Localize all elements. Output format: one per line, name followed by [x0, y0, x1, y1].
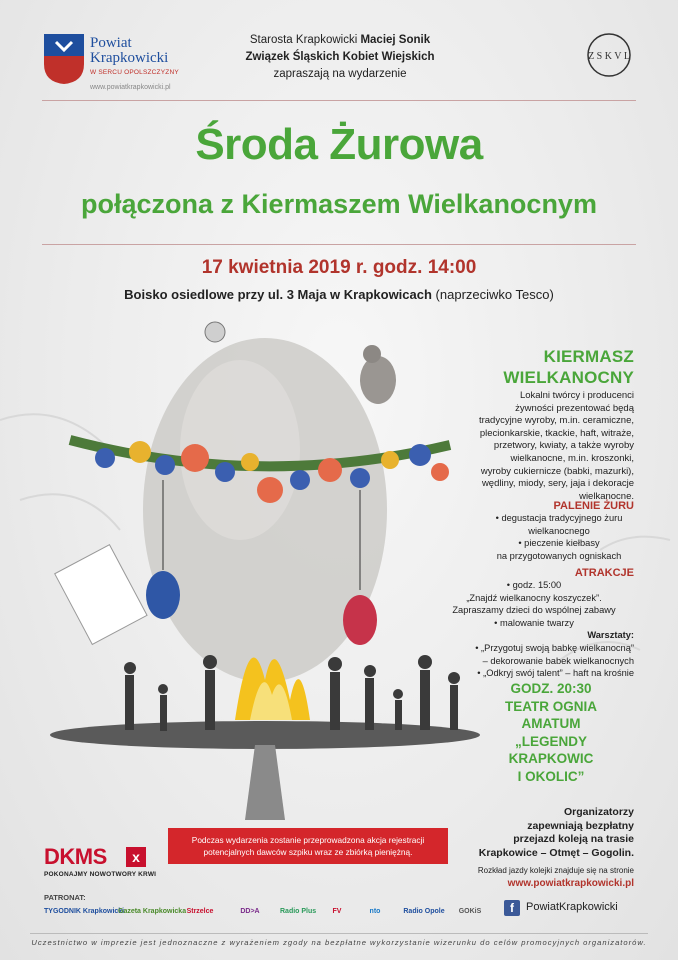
event-title: Środa Żurowa: [195, 120, 483, 169]
chick-icon: [205, 322, 225, 342]
palenie-line-0: • degustacja tradycyjnego żuru: [495, 513, 623, 523]
organizers-line-3: Krapkowice – Otmęt – Gogolin.: [478, 846, 634, 859]
teatr-line-0: TEATR OGNIA: [505, 698, 597, 714]
place-address: Boisko osiedlowe przy ul. 3 Maja w Krapkowicach: [124, 287, 432, 302]
sponsor-logos: [44, 902, 482, 924]
kiermasz-line-5: wielkanocne, m.in. kroszonki,: [510, 452, 634, 464]
atrakcje-line-3: • malowanie twarzy: [494, 617, 574, 628]
warsztaty-line-0: • „Przygotuj swoją babkę wielkanocną”: [475, 642, 634, 653]
invite-name: Maciej Sonik: [360, 34, 431, 46]
teatr-line-4: I OKOLIC”: [517, 768, 585, 784]
kiermasz-line-8: wielkanocne.: [579, 490, 634, 502]
facebook-icon: f: [504, 900, 520, 916]
sponsor-logo-2: Strzelce: [186, 908, 214, 915]
organizers-url-link[interactable]: www.powiatkrapkowicki.pl: [507, 878, 634, 889]
zskw-seal-icon: [586, 32, 632, 78]
palenie-line-2: • pieczenie kiełbasy: [518, 538, 600, 549]
invitation-text: [230, 32, 450, 83]
invite-line-1: [230, 32, 450, 49]
kiermasz-line-4: przetwory, kwiaty, a także wyroby: [493, 440, 634, 452]
organizers-note: Rozkład jazdy kolejki znajduje się na stronie: [477, 866, 634, 875]
kiermasz-line-7: wędliny, miody, sery, jaja i dekoracje: [481, 478, 634, 490]
organizers-text: [444, 806, 634, 860]
kiermasz-line-3: plecionkarskie, tkackie, haft, witraże,: [479, 427, 634, 439]
sponsor-logo-0: TYGODNIK Krapkowicki: [44, 908, 125, 915]
sponsor-logo-6: nto: [369, 908, 381, 915]
kiermasz-description: [434, 390, 634, 503]
sponsor-logo-3: DD>A: [240, 908, 260, 915]
sponsor-logo-1: Gazeta Krapkowicka: [118, 908, 187, 915]
teatr-line-1: AMATUM: [521, 716, 581, 731]
dkms-logo: [44, 844, 164, 884]
atrakcje-line-1: „Znajdź wielkanocny koszyczek”.: [466, 592, 602, 603]
invite-line-3: zapraszają na wydarzenie: [273, 68, 407, 80]
atrakcje-line-2: Zapraszamy dzieci do wspólnej zabawy: [452, 605, 616, 616]
teatr-line-3: KRAPKOWIC: [508, 751, 594, 766]
kiermasz-title-2: WIELKANOCNY: [503, 368, 634, 387]
footer-divider: [30, 933, 648, 934]
svg-text:Z S K V L: Z S K V L: [588, 51, 630, 62]
dkms-box-line-1: potencjalnych dawców szpiku wraz ze zbiórką pieniężną.: [203, 847, 413, 857]
kiermasz-line-2: tradycyjne wyroby, m.in. ceramiczne,: [478, 415, 634, 427]
bunny-icon: [360, 356, 396, 404]
footer-disclaimer: Uczestnictwo w imprezie jest jednoznaczne z wyrażeniem zgody na bezpłatne wykorzystanie wizerunku do celów promocyjnych organizatorów.: [31, 938, 647, 947]
event-subtitle: połączona z Kiermaszem Wielkanocnym: [81, 189, 597, 219]
warsztaty-line-1: – dekorowanie babek wielkanocnych: [482, 655, 634, 666]
palenie-list: [484, 512, 634, 562]
palenie-line-1: wielkanocnego: [528, 525, 590, 536]
palenie-line-3: na przygotowanych ogniskach: [496, 550, 622, 561]
atrakcje-line-0: • godz. 15:00: [506, 580, 562, 590]
warsztaty-heading: Warsztaty:: [587, 630, 634, 641]
invite-prefix: Starosta Krapkowicki: [249, 34, 361, 46]
powiat-logo: [44, 34, 194, 94]
palenie-heading: PALENIE ŻURU: [553, 500, 634, 512]
warsztaty-line-2: • „Odkryj swój talent” – haft na krośnie: [477, 668, 634, 679]
logo-line-2: Krapkowicki: [90, 50, 169, 66]
dkms-tagline: POKONAJMY NOWOTWORY KRWI: [44, 871, 157, 878]
place-note: (naprzeciwko Tesco): [431, 287, 554, 302]
organizers-line-2: przejazd koleją na trasie: [513, 833, 634, 845]
atrakcje-heading: ATRAKCJE: [574, 567, 634, 579]
kiermasz-line-1: żywności prezentować będą: [515, 402, 634, 414]
blue-easter-egg-icon: [146, 571, 180, 619]
dkms-box-line-0: Podczas wydarzenia zostanie przeprowadzona akcja rejestracji: [191, 835, 425, 845]
crest-icon: [44, 34, 84, 84]
invite-line-2: Związek Śląskich Kobiet Wiejskich: [245, 51, 435, 63]
dkms-wordmark: DKMS: [44, 844, 107, 869]
teatr-section: [476, 680, 626, 785]
kiermasz-line-0: Lokalni twórcy i producenci: [519, 390, 634, 401]
dkms-info-box: [168, 828, 448, 864]
sponsor-logo-7: Radio Opole: [403, 908, 445, 915]
platter-icon: [50, 721, 480, 749]
facebook-link[interactable]: [504, 900, 644, 916]
kiermasz-line-6: wyroby cukiernicze (babki, mazurki),: [480, 465, 634, 477]
teatr-line-2: „LEGENDY: [514, 733, 587, 749]
facebook-handle: PowiatKrapkowicki: [526, 901, 618, 913]
patronat-label: PATRONAT:: [44, 893, 86, 902]
kiermasz-title-1: KIERMASZ: [543, 347, 634, 366]
logo-line-1: Powiat: [90, 35, 132, 51]
dkms-x-icon: x: [126, 847, 146, 867]
divider-bottom: [42, 244, 636, 245]
sponsor-logo-4: Radio Plus: [280, 908, 317, 915]
sponsor-logo-5: FV: [332, 908, 342, 915]
teatr-title: [476, 698, 626, 786]
sponsor-logo-8: GOKiS: [458, 908, 482, 915]
event-place: [0, 286, 678, 304]
logo-tagline: W SERCU OPOLSZCZYZNY: [90, 69, 179, 76]
organizers-line-1: zapewniają bezpłatny: [527, 819, 634, 832]
atrakcje-list: [434, 579, 634, 680]
divider-top: [42, 100, 636, 101]
organizers-line-0: Organizatorzy: [563, 806, 634, 818]
red-easter-egg-icon: [343, 595, 377, 645]
teatr-time: GODZ. 20:30: [510, 681, 592, 696]
logo-url[interactable]: www.powiatkrapkowicki.pl: [90, 84, 171, 91]
powiat-tag-icon: [55, 545, 147, 645]
kiermasz-title: [434, 346, 634, 388]
event-date: 17 kwietnia 2019 r. godz. 14:00: [201, 257, 477, 278]
